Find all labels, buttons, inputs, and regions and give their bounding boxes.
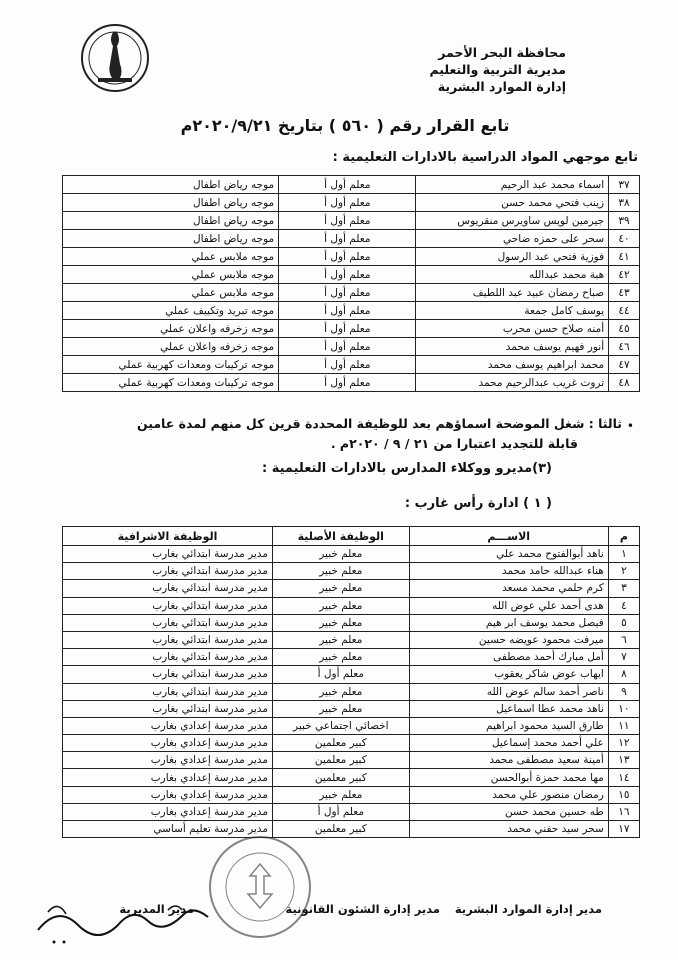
supervisory-job: موجه زخرفه واعلان عملي — [63, 338, 279, 356]
original-job: معلم أول أ — [272, 803, 409, 820]
original-job: معلم أول أ — [279, 356, 416, 374]
original-job: معلم أول أ — [279, 230, 416, 248]
principal-row — [63, 666, 640, 683]
original-job: معلم خبير — [272, 563, 409, 580]
original-job: معلم خبير — [272, 597, 409, 614]
original-job: معلم خبير — [272, 546, 409, 563]
principal-row — [63, 580, 640, 597]
original-job: معلم أول أ — [279, 266, 416, 284]
row-number: ٤٠ — [609, 230, 640, 248]
employee-name: جيرمين لويس ساويرس منقريوس — [416, 212, 609, 230]
principal-row — [63, 786, 640, 803]
row-number: ٩ — [608, 683, 639, 700]
principal-row — [63, 649, 640, 666]
original-job: كبير معلمين — [272, 735, 409, 752]
employee-name: هناء عبدالله حامد محمد — [409, 563, 608, 580]
principal-row — [63, 597, 640, 614]
supervisory-job: موجه ملابس عملي — [63, 248, 279, 266]
supervisory-job: مدير مدرسة ابتدائي بغارب — [63, 666, 273, 683]
supervisor-row — [63, 302, 640, 320]
supervisory-job: مدير مدرسة تعليم أساسي — [63, 821, 273, 838]
employee-name: فوزية فتحي عبد الرسول — [416, 248, 609, 266]
supervisory-job: مدير مدرسة إعدادي بغارب — [63, 786, 273, 803]
principal-row — [63, 735, 640, 752]
employee-name: ثروت غريب عبدالرحيم محمد — [416, 374, 609, 392]
row-number: ٤٣ — [609, 284, 640, 302]
supervisor-row — [63, 338, 640, 356]
supervisor-row — [63, 266, 640, 284]
row-number: ٤٨ — [609, 374, 640, 392]
row-number: ١١ — [608, 717, 639, 734]
original-job: معلم أول أ — [279, 212, 416, 230]
original-job: معلم خبير — [272, 614, 409, 631]
original-job: معلم أول أ — [279, 194, 416, 212]
supervisory-job: مدير مدرسة إعدادي بغارب — [63, 735, 273, 752]
supervisory-job: مدير مدرسة ابتدائي بغارب — [63, 631, 273, 648]
supervisory-job: موجه ملابس عملي — [63, 284, 279, 302]
original-job: معلم أول أ — [279, 320, 416, 338]
principal-row — [63, 683, 640, 700]
original-job: معلم أول أ — [279, 176, 416, 194]
employee-name: زينب فتحي محمد حسن — [416, 194, 609, 212]
paragraph-third: ثالثا : شغل الموضحة اسماؤهم بعد للوظيفة المحددة قرين كل منهم لمدة عامين — [136, 416, 622, 431]
supervisor-row — [63, 356, 640, 374]
governorate-logo — [80, 20, 150, 96]
row-number: ١٣ — [608, 752, 639, 769]
original-job: معلم أول أ — [279, 302, 416, 320]
employee-name: علي أحمد محمد إسماعيل — [409, 735, 608, 752]
col-header-name: الاســـم — [409, 527, 608, 546]
employee-name: هبة محمد عبدالله — [416, 266, 609, 284]
row-number: ٢ — [608, 563, 639, 580]
supervisory-job: مدير مدرسة ابتدائي بغارب — [63, 580, 273, 597]
employee-name: ايهاب عوض شاكر يعقوب — [409, 666, 608, 683]
paragraph-renewal: قابلة للتجديد اعتبارا من ٢١ / ٩ / ٢٠٢٠م . — [330, 436, 578, 451]
row-number: ٣ — [608, 580, 639, 597]
row-number: ٤ — [608, 597, 639, 614]
row-number: ٧ — [608, 649, 639, 666]
handwritten-signature — [18, 890, 228, 950]
original-job: معلم أول أ — [279, 284, 416, 302]
signature-directorate-manager: مدير المديرية — [119, 902, 194, 916]
row-number: ٣٩ — [609, 212, 640, 230]
principal-row — [63, 631, 640, 648]
original-job: معلم أول أ — [279, 248, 416, 266]
employee-name: رمضان منصور علي محمد — [409, 786, 608, 803]
row-number: ٨ — [608, 666, 639, 683]
original-job: اخصائي اجتماعي خبير — [272, 717, 409, 734]
employee-name: سحر على حمزه ضاحي — [416, 230, 609, 248]
supervisory-job: مدير مدرسة ابتدائي بغارب — [63, 614, 273, 631]
supervisor-row — [63, 212, 640, 230]
original-job: معلم خبير — [272, 649, 409, 666]
principal-row — [63, 700, 640, 717]
original-job: معلم خبير — [272, 631, 409, 648]
section-subtitle: تابع موجهي المواد الدراسية بالادارات التعليمية : — [332, 150, 638, 165]
row-number: ٣٧ — [609, 176, 640, 194]
supervisory-job: مدير مدرسة ابتدائي بغارب — [63, 597, 273, 614]
row-number: ١٠ — [608, 700, 639, 717]
principal-row — [63, 563, 640, 580]
col-header-supervisory-job: الوظيفة الاشرافية — [63, 527, 273, 546]
col-header-original-job: الوظيفة الأصلية — [272, 527, 409, 546]
section-principals-heading: (٣)مديرو ووكلاء المدارس بالادارات التعليمية : — [261, 461, 552, 476]
employee-name: صباح رمضان عبيد عبد اللطيف — [416, 284, 609, 302]
supervisory-job: مدير مدرسة ابتدائي بغارب — [63, 563, 273, 580]
supervisor-row — [63, 176, 640, 194]
bullet-icon: • — [626, 419, 634, 433]
supervisor-row — [63, 320, 640, 338]
principal-row — [63, 769, 640, 786]
employee-name: اسماء محمد عبد الرحيم — [416, 176, 609, 194]
supervisory-job: موجه تركيبات ومعدات كهربية عملي — [63, 374, 279, 392]
row-number: ٤١ — [609, 248, 640, 266]
supervisory-job: موجه رياض اطفال — [63, 212, 279, 230]
employee-name: فيصل محمد يوسف ابر هيم — [409, 614, 608, 631]
supervisor-row — [63, 284, 640, 302]
supervisor-row — [63, 248, 640, 266]
row-number: ١ — [608, 546, 639, 563]
supervisory-job: مدير مدرسة إعدادي بغارب — [63, 769, 273, 786]
employee-name: أمينة سعيد مصطفى محمد — [409, 752, 608, 769]
col-header-number: م — [608, 527, 639, 546]
header-department: إدارة الموارد البشرية — [437, 79, 566, 94]
supervisory-job: مدير مدرسة ابتدائي بغارب — [63, 700, 273, 717]
employee-name: محمد ابراهيم يوسف محمد — [416, 356, 609, 374]
employee-name: طارق السيد محمود ابراهيم — [409, 717, 608, 734]
header-governorate: محافظة البحر الأحمر — [438, 45, 566, 60]
row-number: ١٥ — [608, 786, 639, 803]
employee-name: يوسف كامل جمعة — [416, 302, 609, 320]
employee-name: كرم حلمي محمد مسعد — [409, 580, 608, 597]
supervisors-table — [62, 175, 640, 392]
original-job: معلم أول أ — [279, 374, 416, 392]
row-number: ٤٥ — [609, 320, 640, 338]
supervisory-job: موجه رياض اطفال — [63, 230, 279, 248]
employee-name: ناصر أحمد سالم عوض الله — [409, 683, 608, 700]
row-number: ٤٤ — [609, 302, 640, 320]
row-number: ٥ — [608, 614, 639, 631]
row-number: ١٢ — [608, 735, 639, 752]
original-job: معلم خبير — [272, 683, 409, 700]
original-job: معلم خبير — [272, 700, 409, 717]
employee-name: هدى أحمد علي عوض الله — [409, 597, 608, 614]
supervisor-row — [63, 230, 640, 248]
table-header-row — [63, 527, 640, 546]
signature-legal-manager: مدير إدارة الشئون القانونية — [285, 902, 440, 916]
original-job: معلم أول أ — [279, 338, 416, 356]
row-number: ١٦ — [608, 803, 639, 820]
original-job: معلم خبير — [272, 580, 409, 597]
supervisory-job: مدير مدرسة ابتدائي بغارب — [63, 546, 273, 563]
original-job: كبير معلمين — [272, 752, 409, 769]
employee-name: ميرفت محمود عويضه حسين — [409, 631, 608, 648]
principal-row — [63, 752, 640, 769]
supervisory-job: مدير مدرسة إعدادي بغارب — [63, 803, 273, 820]
supervisory-job: موجه رياض اطفال — [63, 194, 279, 212]
supervisory-job: موجه زخرفه واعلان عملي — [63, 320, 279, 338]
original-job: معلم خبير — [272, 786, 409, 803]
principals-table — [62, 526, 640, 838]
supervisory-job: موجه ملابس عملي — [63, 266, 279, 284]
header-directorate: مديرية التربية والتعليم — [429, 62, 566, 77]
row-number: ٤٧ — [609, 356, 640, 374]
employee-name: ناهد أبوالفتوح محمد علي — [409, 546, 608, 563]
original-job: معلم أول أ — [272, 666, 409, 683]
section-ras-gharib-heading: ( ١ ) ادارة رأس غارب : — [404, 496, 552, 511]
supervisory-job: مدير مدرسة ابتدائي بغارب — [63, 649, 273, 666]
employee-name: سحر سيد حفني محمد — [409, 821, 608, 838]
employee-name: أمل مبارك أحمد مصطفى — [409, 649, 608, 666]
supervisory-job: موجه رياض اطفال — [63, 176, 279, 194]
employee-name: ناهد محمد عطا اسماعيل — [409, 700, 608, 717]
principal-row — [63, 614, 640, 631]
row-number: ٦ — [608, 631, 639, 648]
supervisor-row — [63, 374, 640, 392]
row-number: ٣٨ — [609, 194, 640, 212]
supervisory-job: موجه تبريد وتكييف عملي — [63, 302, 279, 320]
principal-row — [63, 546, 640, 563]
row-number: ١٤ — [608, 769, 639, 786]
original-job: كبير معلمين — [272, 821, 409, 838]
supervisory-job: موجه تركيبات ومعدات كهربية عملي — [63, 356, 279, 374]
employee-name: أنور فهيم يوسف محمد — [416, 338, 609, 356]
row-number: ٤٢ — [609, 266, 640, 284]
supervisor-row — [63, 194, 640, 212]
supervisory-job: مدير مدرسة ابتدائي بغارب — [63, 683, 273, 700]
row-number: ٤٦ — [609, 338, 640, 356]
employee-name: طه حسين محمد حسن — [409, 803, 608, 820]
letterhead — [429, 44, 566, 95]
row-number: ١٧ — [608, 821, 639, 838]
supervisory-job: مدير مدرسة إعدادي بغارب — [63, 752, 273, 769]
supervisory-job: مدير مدرسة إعدادي بغارب — [63, 717, 273, 734]
principal-row — [63, 803, 640, 820]
decision-title: تابع القرار رقم ( ٥٦٠ ) بتاريخ ٢٠٢٠/٩/٢١م — [180, 116, 510, 135]
signature-hr-manager: مدير إدارة الموارد البشرية — [454, 902, 602, 916]
employee-name: أمنه صلاح حسن محرب — [416, 320, 609, 338]
original-job: كبير معلمين — [272, 769, 409, 786]
principal-row — [63, 717, 640, 734]
employee-name: مها محمد حمزة أبوالحسن — [409, 769, 608, 786]
principal-row — [63, 821, 640, 838]
